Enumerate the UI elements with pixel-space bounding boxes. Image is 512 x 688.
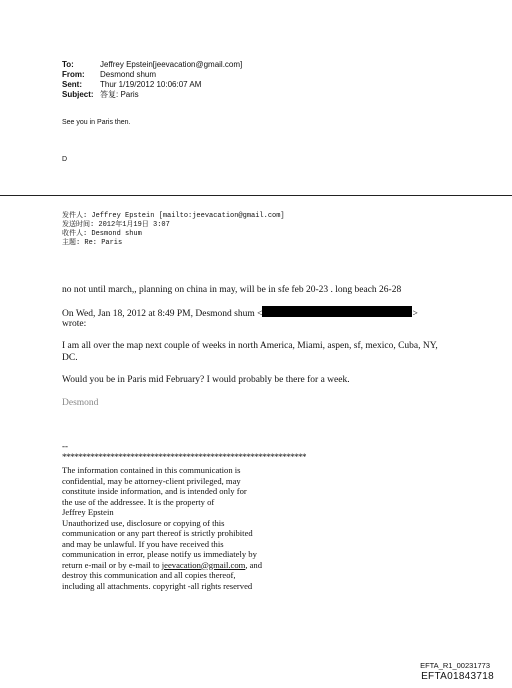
disclaimer-line-start: return e-mail or by e-mail to	[62, 559, 162, 570]
email-header	[62, 60, 242, 100]
disclaimer-line: and may be unlawful. If you have received this	[62, 538, 224, 549]
quoted-header	[62, 212, 285, 248]
disclaimer-stars: *************************************************************	[62, 452, 306, 462]
quoted-subject: 主题: Re: Paris	[62, 239, 123, 247]
disclaimer-line: the use of the addressee. It is the property of	[62, 496, 215, 507]
divider	[0, 195, 512, 196]
disclaimer	[62, 465, 322, 591]
disclaimer-line: communication in error, please notify us immediately by	[62, 549, 257, 559]
quote-intro-end: >	[412, 309, 418, 319]
disclaimer-line: Jeffrey Epstein	[62, 507, 114, 517]
sent-value: Thur 1/19/2012 10:06:07 AM	[100, 80, 202, 89]
disclaimer-line	[62, 560, 322, 571]
disclaimer-line: including all attachments. copyright -all rights reserved	[62, 580, 253, 591]
email-link[interactable]: jeevacation@gmail.com	[161, 559, 246, 570]
bates-number-2: EFTA01843718	[421, 671, 494, 682]
quoted-to: 收件人: Desmond shum	[62, 230, 142, 238]
quote-signature: Desmond	[62, 398, 99, 408]
sent-row	[62, 80, 242, 90]
quote-wrote: wrote:	[62, 319, 87, 329]
quoted-sent: 发送时间: 2012年1月19日 3:07	[62, 221, 170, 229]
sent-label: Sent:	[62, 80, 82, 89]
from-value: Desmond shum	[100, 70, 157, 79]
disclaimer-line: confidential, may be attorney-client privileged, may	[62, 475, 241, 486]
from-row	[62, 70, 242, 80]
to-label: To:	[62, 60, 74, 69]
from-label: From:	[62, 70, 85, 79]
subject-row	[62, 90, 242, 100]
to-value: Jeffrey Epstein[jeevacation@gmail.com]	[100, 60, 243, 69]
quoted-from: 发件人: Jeffrey Epstein [mailto:jeevacation@gmail.com]	[62, 212, 285, 220]
disclaimer-line: communication or any part thereof is strictly prohibited	[62, 528, 253, 538]
disclaimer-line-end: , and	[245, 559, 263, 570]
disclaimer-line: destroy this communication and all copies thereof,	[62, 570, 236, 580]
disclaimer-line: Unauthorized use, disclosure or copying of this	[62, 517, 225, 528]
quote-para1: I am all over the map next couple of weeks in north America, Miami, aspen, sf, mexico, Cuba, NY, DC.	[62, 341, 438, 363]
subject-value: 答复: Paris	[100, 90, 139, 99]
top-body-signoff: D	[62, 156, 68, 163]
disclaimer-line: constitute inside information, and is intended only for	[62, 486, 247, 496]
quote-para2: Would you be in Paris mid February? I would probably be there for a week.	[62, 375, 350, 385]
subject-label: Subject:	[62, 90, 94, 99]
quote-intro-start: On Wed, Jan 18, 2012 at 8:49 PM, Desmond shum <	[62, 309, 263, 319]
reply-text: no not until march,, planning on china in may, will be in sfe feb 20-23 . long beach 26-28	[62, 285, 402, 295]
disclaimer-line: The information contained in this communication is	[62, 465, 241, 475]
top-body-line: See you in Paris then.	[62, 119, 131, 126]
disclaimer-dash: --	[62, 441, 68, 451]
to-row	[62, 60, 242, 70]
redaction-box	[262, 306, 412, 317]
bates-number-1: EFTA_R1_00231773	[420, 661, 490, 670]
